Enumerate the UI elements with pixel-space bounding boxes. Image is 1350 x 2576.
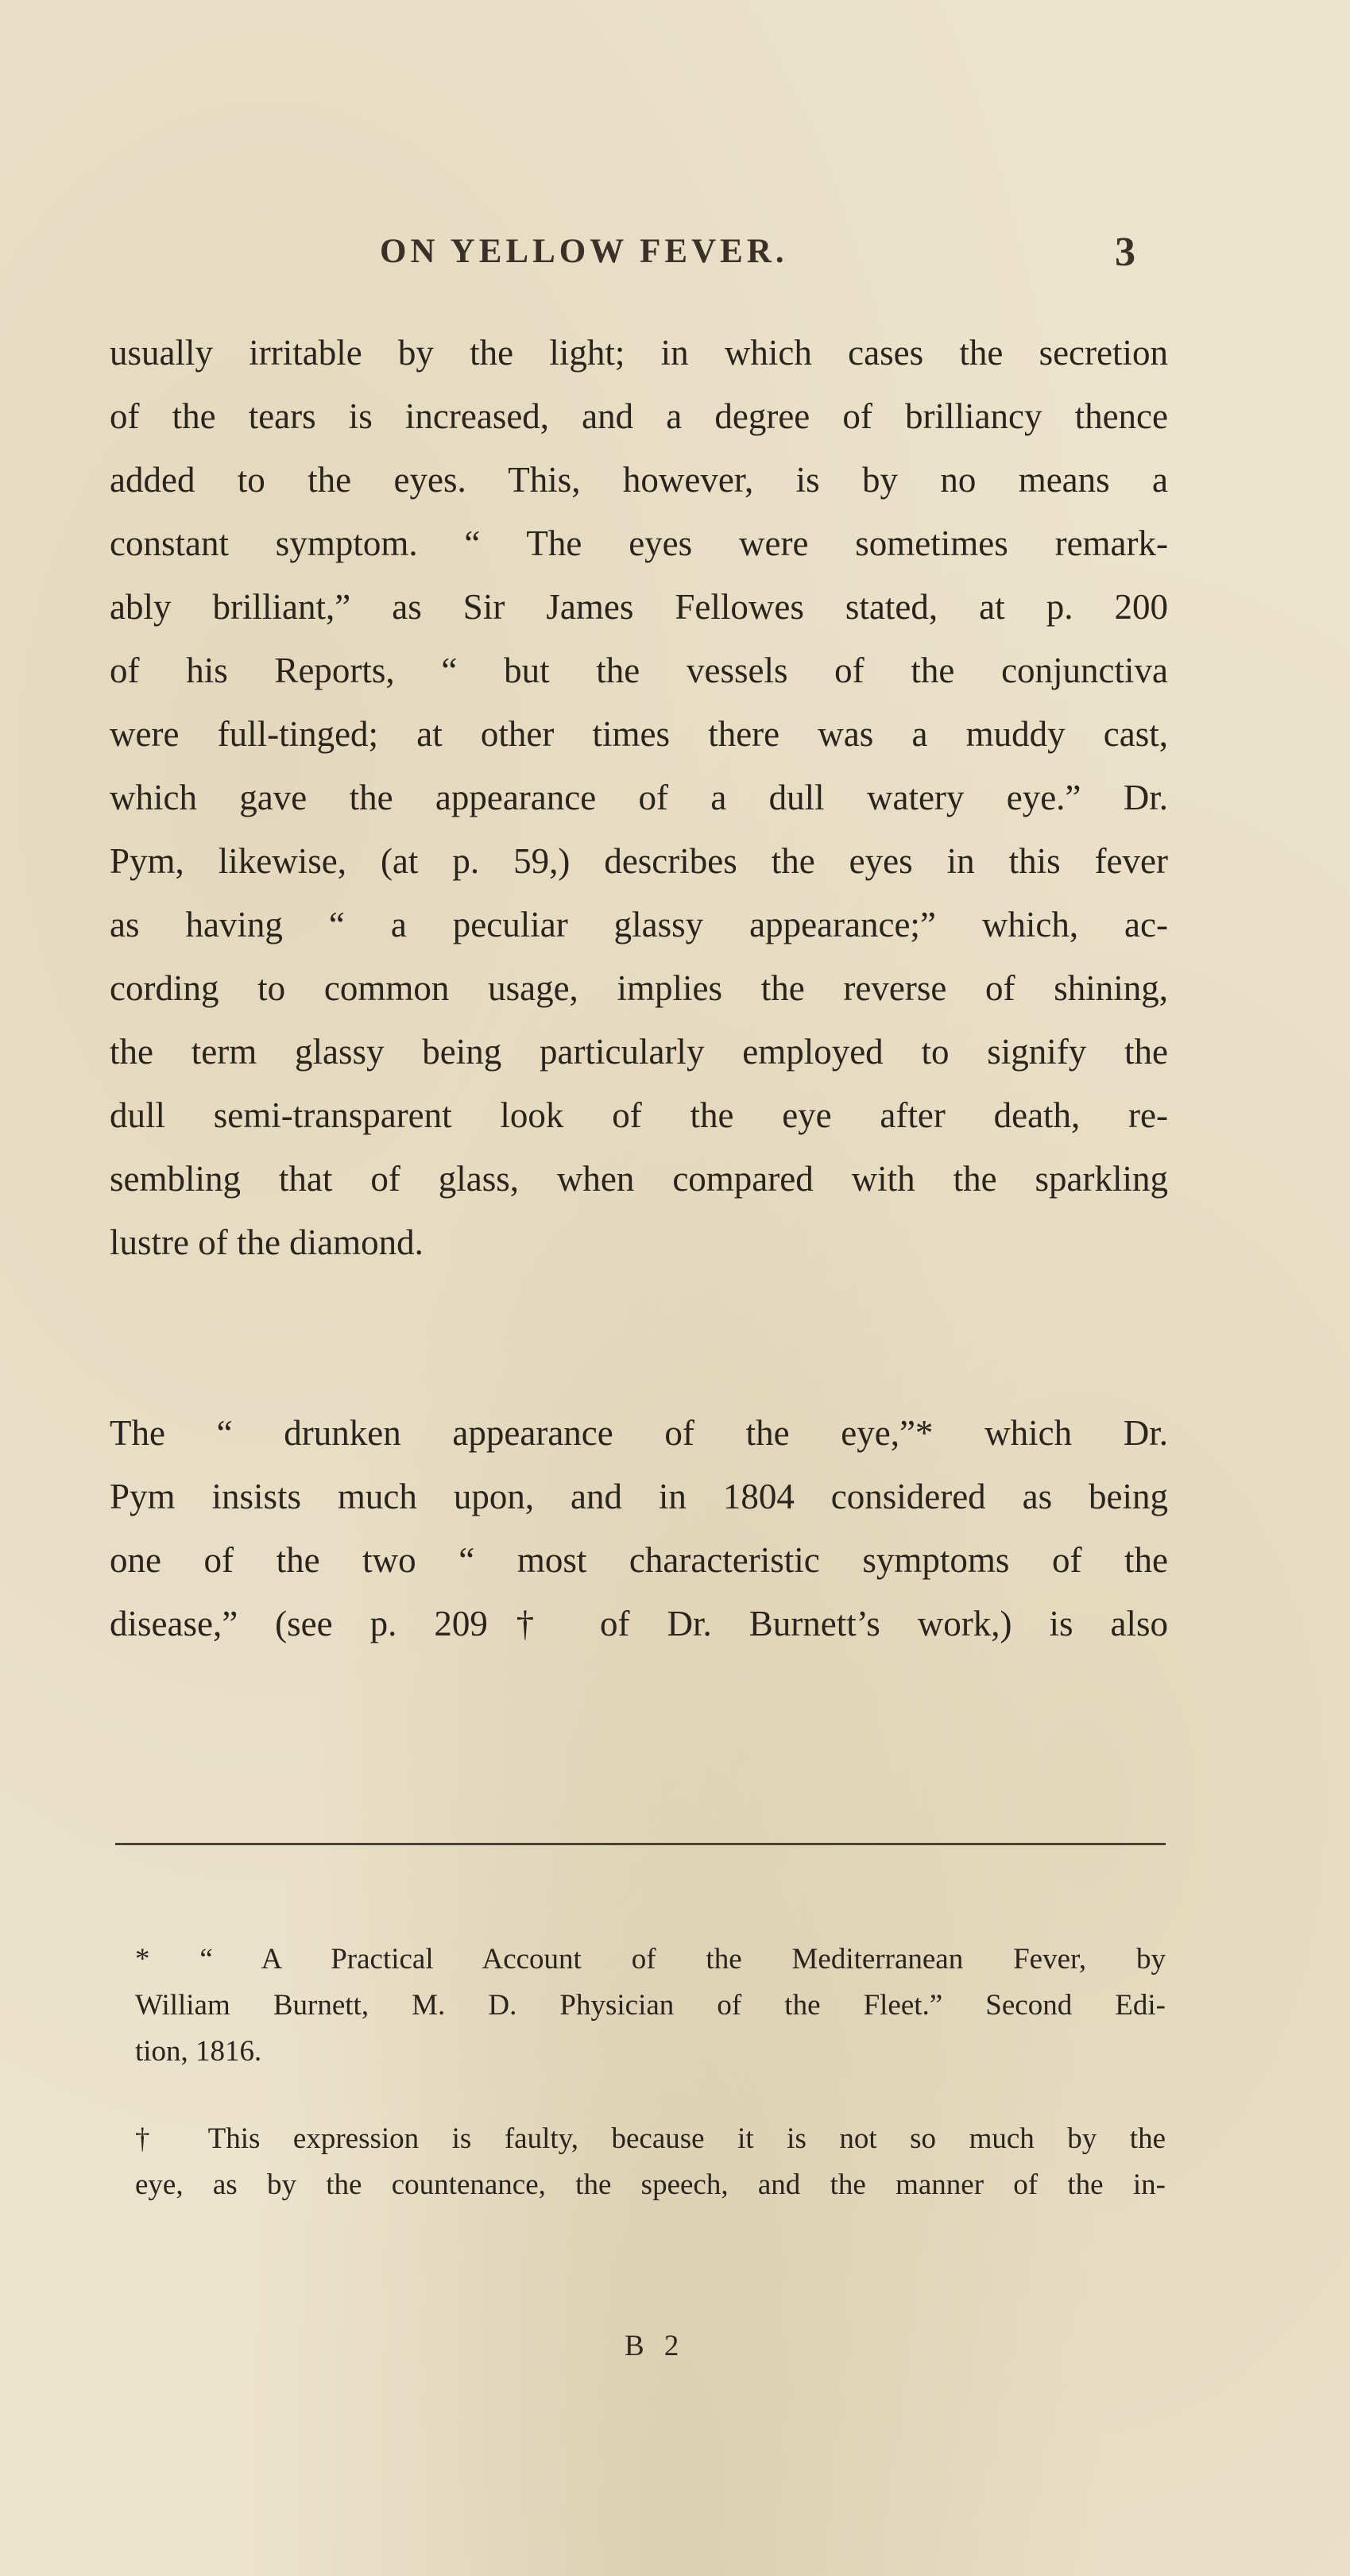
text-line: as having “ a peculiar glassy appearance;” which, ac- [110,905,1168,944]
text-line: the term glassy being particularly employed to signify the [110,1032,1168,1072]
paragraph [110,321,1168,1274]
text-line: of his Reports, “ but the vessels of the conjunctiva [110,651,1168,690]
running-head [0,229,1350,284]
text-line: disease,” (see p. 209† of Dr. Burnett’s work,) is also [110,1604,1168,1643]
page-number: 3 [1115,230,1135,275]
footnotes [135,1937,1166,2208]
text-line: Pym insists much upon, and in 1804 considered as being [110,1477,1168,1516]
text-line: dull semi-transparent look of the eye after death, re- [110,1095,1168,1135]
text-line: one of the two “ most characteristic symptoms of the [110,1540,1168,1580]
footnote-line: eye, as by the countenance, the speech, and the manner of the in- [135,2169,1166,2201]
footnote-line: † This expression is faulty, because it is not so much by the [135,2122,1166,2155]
text-line: ably brilliant,” as Sir James Fellowes stated, at p. 200 [110,587,1168,627]
body-text [110,321,1168,1655]
text-line: added to the eyes. This, however, is by no means a [110,460,1168,500]
text-line: were full-tinged; at other times there was a muddy cast, [110,714,1168,754]
text-line: lustre of the diamond. [110,1222,424,1262]
footnote-line: tion, 1816. [135,2035,262,2068]
running-title: ON YELLOW FEVER. [380,233,788,270]
text-line: Pym, likewise, (at p. 59,) describes the eyes in this fever [110,841,1168,881]
text-line: sembling that of glass, when compared with the sparkling [110,1159,1168,1199]
footnote-line: * “ A Practical Account of the Mediterranean Fever, by [135,1943,1166,1975]
footnote [135,2116,1166,2208]
footnote-line: William Burnett, M. D. Physician of the Fleet.” Second Edi- [135,1989,1166,2022]
text-line: cording to common usage, implies the reverse of shining, [110,968,1168,1008]
paragraph [110,1401,1168,1655]
footnote [135,1937,1166,2075]
text-line: of the tears is increased, and a degree of brilliancy thence [110,396,1168,436]
text-line: constant symptom. “ The eyes were sometimes remark- [110,523,1168,563]
signature-mark: B 2 [625,2330,686,2362]
footnote-gap [135,2075,1166,2116]
text-line: The “ drunken appearance of the eye,”* which Dr. [110,1413,1168,1453]
text-line: usually irritable by the light; in which cases the secretion [110,333,1168,373]
text-line: which gave the appearance of a dull watery eye.” Dr. [110,778,1168,817]
paragraph-gap [110,1274,1168,1401]
footnote-rule [115,1843,1166,1845]
